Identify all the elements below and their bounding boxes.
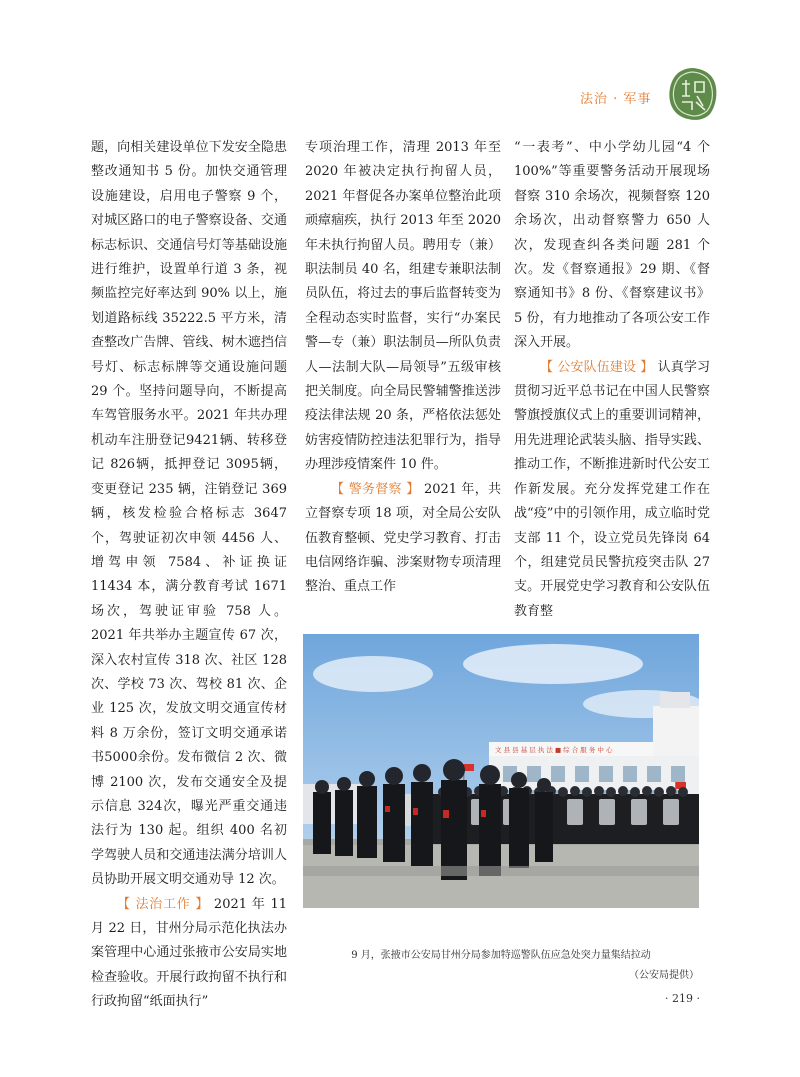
text-column-1 [91,136,287,1015]
team-section-heading: 【 公安队伍建设 】 [540,359,654,375]
law-section-paragraph [91,893,287,1015]
supervision-section-heading: 【 警务督察 】 [331,481,420,497]
supervision-section-paragraph [305,478,501,600]
supervision-section-text: 2021 年，共立督察专项 18 项，对全局公安队伍教育整顿、党史学习教育、打击电信网络诈骗、涉案财物专项清理整治、重点工作 [305,481,501,595]
team-section-text: 认真学习贯彻习近平总书记在中国人民警察警旗授旗仪式上的重要训词精神，用先进理论武装头脑、指导实践、推动工作，不断推进新时代公安工作新发展。充分发挥党建工作在战“疫”中的引领作用，成立临时党支部 11 个，设立党员先锋岗 64 个，组建党员民警抗疫突击队 27 支。开展党史学习教育和公安队伍教育整 [514,359,710,619]
column1-paragraph: 题，向相关建设单位下发安全隐患整改通知书 5 份。加快交通管理设施建设，启用电子警察 9 个，对城区路口的电子警察设备、交通标志标识、交通信号灯等基础设施进行维护，设置单行道 3 条，视频监控完好率达到 90% 以上，施划道路标线 35222.5 平方米，清查整改广告牌、管线、树木遮挡信号灯、标志标牌等交通设施问题 29 个。坚持问题导向，不断提高车驾管服务水平。2021 年共办理机动车注册登记9421辆、转移登记 826辆，抵押登记 3095辆，变更登记 235 辆，注销登记 369 辆，核发检验合格标志 3647 个，驾驶证初次申领 4456 人、增驾申领 7584、补证换证 11434 本，满分教育考试 1671 场次，驾驶证审验 758 人。2021 年共举办主题宣传 67 次，深入农村宣传 318 次、社区 128 次、学校 73 次、驾校 81 次、企业 125 次，发放文明交通宣传材料 8 万余份，签订文明交通承诺书5000余份。发布微信 2 次、微博 2100 次，发布交通安全及提示信息 324次，曝光严重交通违法行为 130 起。组织 400 名初学驾驶人员和交通违法满分培训人员协助开展文明交通劝导 12 次。 [91,140,287,888]
building-sign-text: 文 县 县 基 层 执 法 ■ 综 合 服 务 中 心 [495,746,613,754]
seal-stamp-icon [668,66,718,122]
law-section-text: 2021 年 11 月 22 日，甘州分局示范化执法办案管理中心通过张掖市公安局实地检查验收。开展行政拘留不执行和行政拘留“纸面执行” [91,896,287,1010]
text-column-2 [305,136,501,600]
police-assembly-photo [303,634,699,908]
section-title: 法治 · 军事 [580,92,652,107]
photo-credit: （公安局提供） [629,970,699,981]
law-section-heading: 【 法治工作 】 [117,896,210,912]
photo-caption: 9 月，张掖市公安局甘州分局参加特巡警队伍应急处突力量集结拉动 [351,950,651,961]
page-number: · 219 · [665,992,700,1005]
text-column-3 [514,136,710,624]
column2-paragraph: 专项治理工作，清理 2013 年至 2020 年被决定执行拘留人员，2021 年督促各办案单位整治此项顽瘴痼疾，执行 2013 年至 2020 年未执行拘留人员。聘用专（兼）职法制员 40 名，组建专兼职法制员队伍，将过去的事后监督转变为全程动态实时监督，实行“办案民警—专（兼）职法制员—所队负责人—法制大队—局领导”五级审核把关制度。向全局民警辅警推送涉疫法律法规 20 条，严格依法惩处妨害疫情防控违法犯罪行为，指导办理涉疫情案件 10 件。 [305,140,501,473]
team-section-paragraph [514,356,710,624]
column3-paragraph: “一表考”、中小学幼儿园“4 个 100%”等重要警务活动开展现场督察 310 余场次，视频督察 120 余场次，出动督察警力 650 人次，发现查纠各类问题 281 个次。发《督察通报》29 期、《督察通知书》8 份、《督察建议书》5 份，有力地推动了各项公安工作深入开展。 [514,140,710,351]
